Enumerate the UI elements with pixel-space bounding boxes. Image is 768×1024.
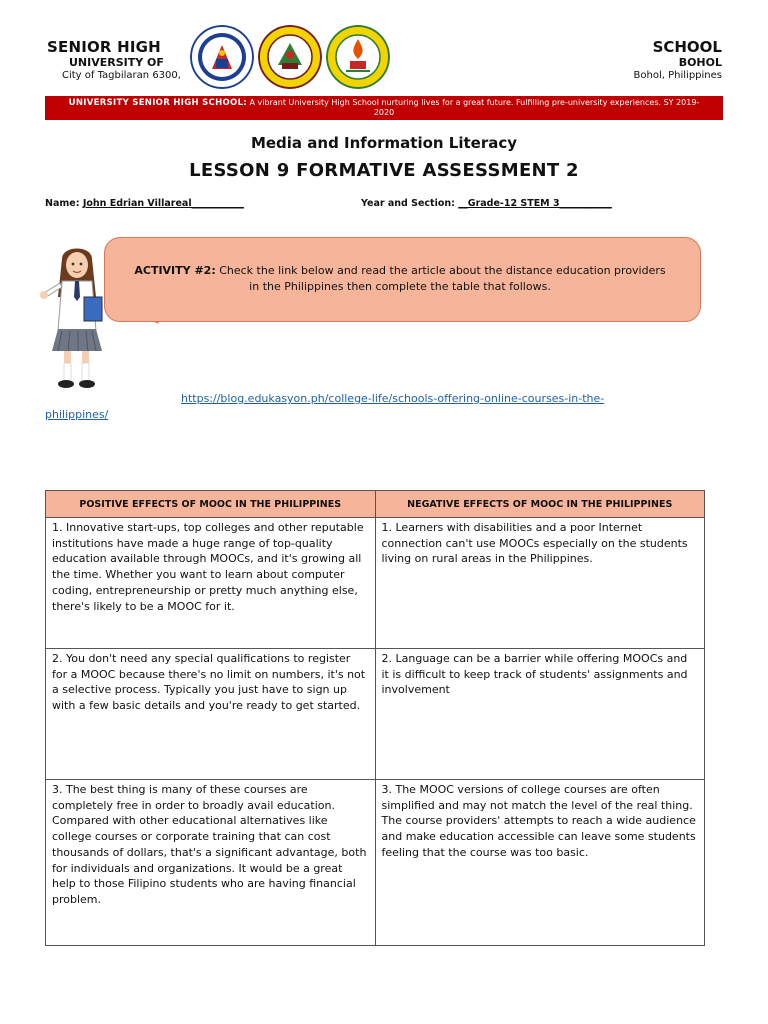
subject-title: Media and Information Literacy: [250, 134, 518, 152]
banner-label: UNIVERSITY SENIOR HIGH SCHOOL:: [68, 98, 247, 108]
school-name-right-line2: BOHOL: [678, 56, 722, 69]
year-section-field: [361, 198, 612, 209]
deped-seal-icon: [190, 25, 254, 89]
activity-line2: in the Philippines then complete the table that follows.: [249, 280, 551, 293]
table-row: [46, 649, 705, 780]
positive-effect-cell: 2. You don't need any special qualifications to register for a MOOC because there's no limit on numbers, it's not a selective process. Typically you just have to sign up with a few basic details and you're ready to get started.: [46, 649, 376, 780]
negative-effects-header: NEGATIVE EFFECTS OF MOOC IN THE PHILIPPINES: [375, 491, 705, 518]
school-address-right: Bohol, Philippines: [633, 70, 722, 81]
positive-effects-header: POSITIVE EFFECTS OF MOOC IN THE PHILIPPINES: [46, 491, 376, 518]
article-link-line2[interactable]: philippines/: [45, 408, 109, 421]
activity-line1: Check the link below and read the article about the distance education providers: [215, 264, 666, 277]
name-value: John Edrian Villareal___________: [82, 198, 244, 209]
mooc-effects-table: [45, 490, 705, 946]
banner-text-year: 2020: [373, 108, 395, 117]
school-address-left: City of Tagbilaran 6300,: [62, 70, 181, 81]
positive-effect-cell: 3. The best thing is many of these courses are completely free in order to broadly avail education. Compared with other educational alternatives like college courses or corporate training that can cost thousands of dollars, that's a significant advantage, both for individuals and organizations. It would be a great help to those Filipino students who are having financial problem.: [46, 780, 376, 946]
table-header-row: [46, 491, 705, 518]
negative-effect-cell: 3. The MOOC versions of college courses are often simplified and may not match the level of the real thing. The course providers' attempts to reach a wide audience and make education accessible can leave some students feeling that the course was too basic.: [375, 780, 705, 946]
table-row: [46, 518, 705, 649]
university-high-school-seal-icon: [326, 25, 390, 89]
name-label: Name:: [45, 198, 80, 209]
article-link-line1[interactable]: https://blog.edukasyon.ph/college-life/schools-offering-online-courses-in-the-: [181, 392, 605, 405]
year-section-label: Year and Section:: [361, 198, 455, 209]
negative-effect-cell: 2. Language can be a barrier while offering MOOCs and it is difficult to keep track of students' assignments and involvement: [375, 649, 705, 780]
banner-text: A vibrant University High School nurturing lives for a great future. Fulfilling pre-university experiences. SY 2019-: [249, 98, 700, 107]
name-field: [45, 198, 244, 209]
activity-label: ACTIVITY #2:: [134, 264, 216, 277]
year-section-value: __Grade-12 STEM 3___________: [458, 198, 612, 209]
article-link[interactable]: [45, 391, 685, 423]
school-name-right-line1: SCHOOL: [652, 38, 722, 56]
university-of-bohol-seal-icon: [258, 25, 322, 89]
school-name-left-line1: SENIOR HIGH: [47, 38, 161, 56]
lesson-title: LESSON 9 FORMATIVE ASSESSMENT 2: [189, 160, 579, 181]
school-name-left-line2: UNIVERSITY OF: [69, 56, 164, 69]
school-banner: [45, 96, 723, 120]
table-row: [46, 780, 705, 946]
activity-instructions: [116, 263, 684, 295]
negative-effect-cell: 1. Learners with disabilities and a poor Internet connection can't use MOOCs especially on the students living on rural areas in the Philippines.: [375, 518, 705, 649]
positive-effect-cell: 1. Innovative start-ups, top colleges and other reputable institutions have made a huge range of top-quality education available through MOOCs, and it's growing all the time. Whether you want to learn about computer coding, entrepreneurship or pretty much anything else, there's likely to be a MOOC for it.: [46, 518, 376, 649]
